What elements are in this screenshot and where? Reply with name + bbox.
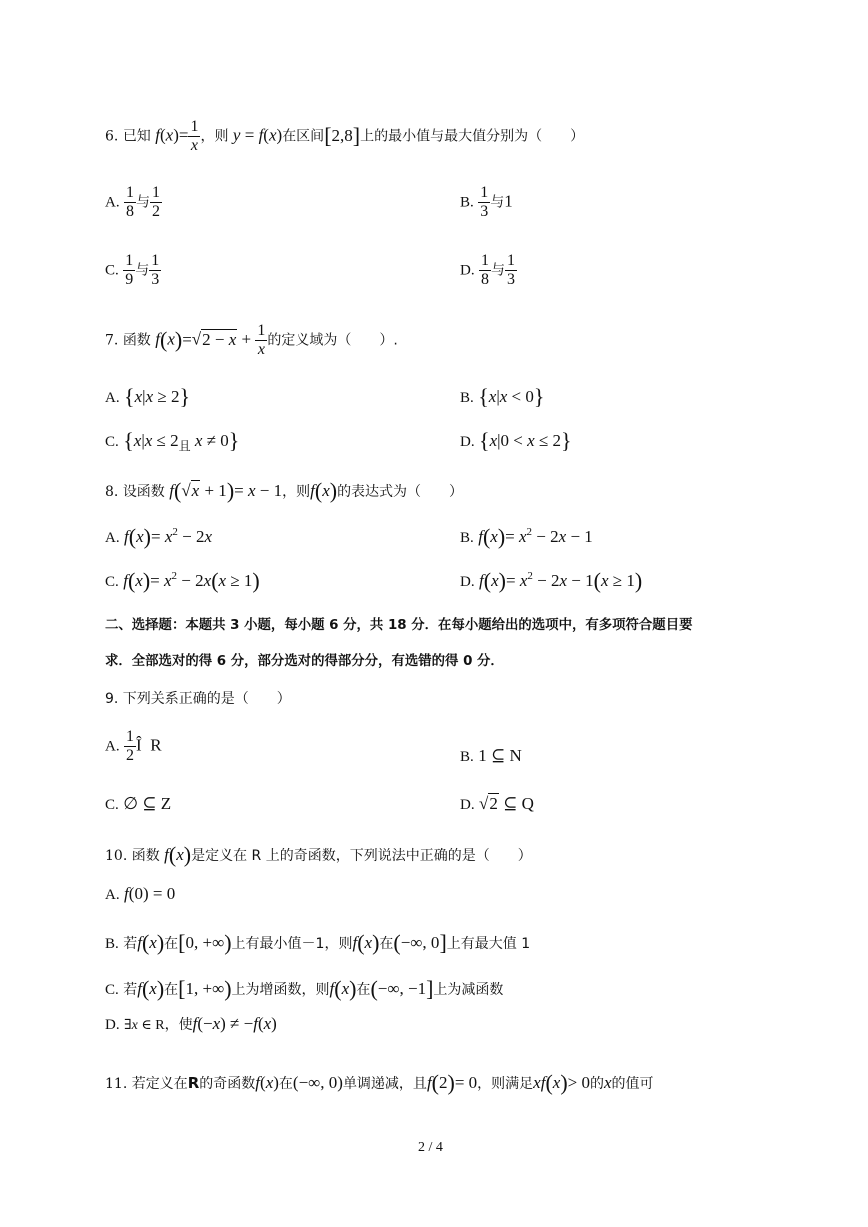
q11-post2-text: 的值可: [611, 1076, 654, 1092]
q8-post-text: 的表达式为（ ）: [337, 484, 464, 500]
q6-interval-text: 在区间: [282, 128, 325, 145]
q10-stem: 10. 函数 f(x)是定义在 R 上的奇函数，下列说法中正确的是（ ）: [105, 842, 532, 867]
fraction: $\frac{1}{9}$: [125, 252, 134, 288]
option-label: A.: [105, 887, 120, 903]
and-text: 与: [136, 194, 151, 211]
q7-option-c[interactable]: C. {x|x ≤ 2且 x ≠ 0}: [105, 428, 240, 453]
option-label: C.: [105, 797, 119, 813]
q11-post-text: 的: [590, 1076, 604, 1092]
q9-option-c[interactable]: C. ∅ ⊆ Z: [105, 794, 172, 813]
q7-option-a[interactable]: A. {x|x ≥ 2}: [105, 384, 191, 409]
q8-mid-text: ，则: [282, 484, 311, 500]
q11-pre-text: 若定义在: [131, 1076, 188, 1092]
option-label: C.: [105, 262, 119, 279]
q10-option-c[interactable]: C. 若f(x)在[1, +∞)上为增函数，则f(x)在(−∞, −1]上为减函数: [105, 976, 504, 1001]
q11-mid3-text: ，则满足: [477, 1076, 534, 1092]
zai-text: 在: [278, 1076, 293, 1092]
section2-heading-line2: 求．全部选对的得 6 分，部分选对的得部分分，有选错的得 0 分．: [105, 654, 504, 669]
option-label: B.: [460, 749, 474, 765]
q11-stem: 11. 若定义在R的奇函数f(x)在(−∞, 0)单调递减，且f(2)= 0，则满足xf(x)> 0的x的值可: [105, 1070, 654, 1095]
q6-post-text: 上的最小值与最大值分别为（ ）: [360, 128, 585, 145]
q6-y-formula: y: [232, 125, 241, 145]
q6-fx-formula: f: [155, 125, 160, 145]
q10-option-b[interactable]: B. 若f(x)在[0, +∞)上有最小值－1，则f(x)在(−∞, 0]上有最大值 1: [105, 930, 531, 955]
option-label: B.: [105, 936, 119, 952]
q10-number: 10.: [105, 848, 132, 864]
option-label: A.: [105, 530, 120, 546]
zai-text: 在: [164, 982, 179, 998]
q8-option-c[interactable]: C. $f(x)= x^2 - 2x(x \ge 1)$: [105, 568, 260, 593]
q8-option-a[interactable]: A. $f(x)= x^2 - 2x$: [105, 524, 213, 549]
option-label: A.: [105, 390, 120, 406]
page-number: 2 / 4: [418, 1140, 443, 1155]
if-text: 若: [123, 936, 138, 952]
fraction: $\frac{1}{2}$: [126, 728, 135, 764]
q11-mid2-text: 单调递减，且: [342, 1076, 427, 1092]
fraction: $\frac{1}{3}$: [480, 184, 489, 220]
q8-pre-text: 设函数: [122, 484, 165, 500]
fraction: $\frac{1}{8}$: [126, 184, 135, 220]
option-label: D.: [460, 262, 475, 279]
q11-real-set: R: [187, 1074, 200, 1092]
section2-heading-line1: 二、选择题：本题共 3 小题，每小题 6 分，共 18 分．在每小题给出的选项中，有多项符合题目要: [105, 618, 693, 633]
fraction: $\frac{1}{3}$: [507, 252, 516, 288]
q9-option-a[interactable]: A. $\frac{1}{2}$ Î R: [105, 728, 162, 764]
option-label: D.: [460, 797, 475, 813]
q6-fraction-1-over-x: $\frac{1}{x}$: [190, 118, 199, 154]
q10-option-a[interactable]: A. f(0) = 0: [105, 884, 176, 903]
q8-option-d[interactable]: D. $f(x)= x^2 - 2x - 1(x \ge 1)$: [460, 568, 643, 593]
q10-pre-text: 函数: [131, 848, 160, 864]
q6-number: 6.: [105, 128, 123, 145]
q7-stem: 7. 函数 f(x)=√2 − x + $\frac{1}{x}$ 的定义域为（ ）.: [105, 322, 398, 358]
fraction: $\frac{1}{x}$: [257, 322, 266, 358]
b-mid-text: 上有最小值－1，则: [231, 936, 353, 952]
q7-option-b[interactable]: B. {x|x < 0}: [460, 384, 545, 409]
and-text: 与: [135, 262, 150, 279]
q10-option-d[interactable]: D. ∃x ∈ R，使f(−x) ≠ −f(x): [105, 1014, 277, 1033]
zai-text: 在: [379, 936, 394, 952]
q11-mid1-text: 的奇函数: [199, 1076, 256, 1092]
b-post-text: 上有最大值 1: [446, 936, 531, 952]
fraction: $\frac{1}{8}$: [481, 252, 490, 288]
q6-stem: 6. 已知 f(x)= $\frac{1}{x}$ ，则 y = f(x)在区间[2,8]上的最小值与最大值分别为（ ）: [105, 118, 585, 154]
c-post-text: 上为减函数: [433, 982, 504, 998]
and-text: 与: [491, 262, 506, 279]
q6-option-c[interactable]: [105, 252, 161, 289]
d-mid-text: ，使: [164, 1017, 193, 1033]
q11-number: 11.: [105, 1076, 132, 1092]
q9-option-d[interactable]: D. √2 ⊆ Q: [460, 794, 534, 813]
fraction: $\frac{1}{2}$: [152, 184, 161, 220]
q7-option-d[interactable]: D. {x|0 < x ≤ 2}: [460, 428, 572, 453]
q6-mid-text: ，则: [200, 128, 229, 145]
q10-post-text: 是定义在 R 上的奇函数，下列说法中正确的是（ ）: [191, 848, 532, 864]
and-text: 且: [178, 439, 191, 453]
q6-option-a[interactable]: [105, 184, 162, 221]
option-label: A.: [105, 738, 120, 755]
q7-pre-text: 函数: [122, 332, 151, 349]
zai-text: 在: [164, 936, 179, 952]
option-label: D.: [460, 574, 475, 590]
option-label: C.: [105, 574, 119, 590]
q6-pre-text: 已知: [122, 128, 151, 145]
zai-text: 在: [356, 982, 371, 998]
q7-formula: f: [155, 329, 160, 349]
option-label: B.: [460, 530, 474, 546]
q6-option-d[interactable]: [460, 252, 517, 289]
and-text: 与: [490, 194, 505, 211]
option-label: D.: [460, 434, 475, 450]
option-label: C.: [105, 434, 119, 450]
c-mid-text: 上为增函数，则: [231, 982, 330, 998]
q6-interval: [2,8]: [324, 122, 361, 148]
q8-number: 8.: [105, 484, 123, 500]
option-label: B.: [460, 194, 474, 211]
option-label: B.: [460, 390, 474, 406]
if-text: 若: [123, 982, 138, 998]
q8-stem: 8. 设函数 f(√x + 1)= x − 1，则f(x)的表达式为（ ）: [105, 478, 464, 503]
option-label: C.: [105, 982, 119, 998]
option-label: A.: [105, 194, 120, 211]
q9-stem: 9. 下列关系正确的是（ ）: [105, 691, 291, 707]
fraction: $\frac{1}{3}$: [151, 252, 160, 288]
q8-option-b[interactable]: B. $f(x)= x^2 - 2x - 1$: [460, 524, 593, 549]
q9-option-b[interactable]: B. 1 ⊆ N: [460, 746, 522, 765]
q7-post-text: 的定义域为（ ）.: [267, 332, 398, 349]
q7-number: 7.: [105, 332, 123, 349]
q8-formula: f: [169, 481, 174, 500]
q6-option-b[interactable]: B. $\frac{1}{3}$ 与1: [460, 184, 513, 220]
option-label: D.: [105, 1017, 120, 1033]
